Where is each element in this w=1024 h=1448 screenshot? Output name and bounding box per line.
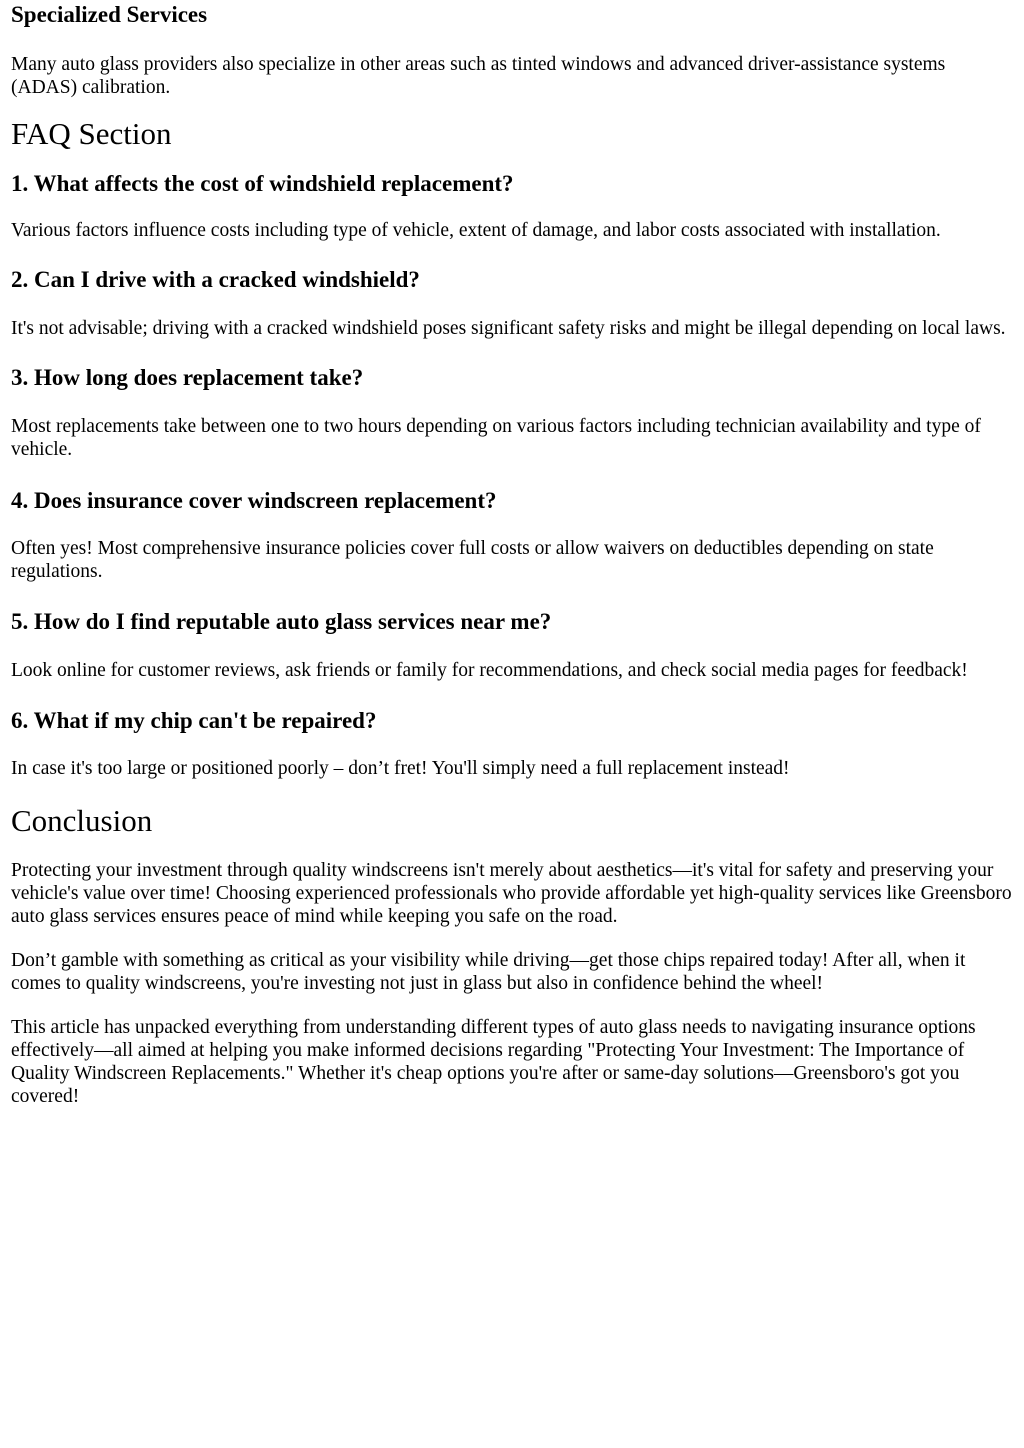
article-body (0, 2, 1024, 1108)
faq-answer: Most replacements take between one to two hours depending on various factors including technician availability and type of vehicle. (11, 416, 981, 460)
conclusion-paragraph: Don’t gamble with something as critical as your visibility while driving—get those chips repaired today! After all, when it comes to quality windscreens, you're investing not just in glass but also in confidence behind the wheel! (11, 950, 966, 994)
section-heading-conclusion: Conclusion (11, 803, 153, 838)
faq-question: 6. What if my chip can't be repaired? (11, 708, 377, 733)
section-heading-specialized-services: Specialized Services (11, 2, 208, 27)
section-heading-faq: FAQ Section (11, 116, 172, 151)
faq-answer: Often yes! Most comprehensive insurance policies cover full costs or allow waivers on deductibles depending on state regulations. (11, 538, 934, 582)
conclusion-paragraph: This article has unpacked everything from understanding different types of auto glass needs to navigating insurance options effectively—all aimed at helping you make informed decisions regarding "Protecting Your Investment: The Importance of Quality Windscreen Replacements." Whether it's cheap options you're after or same-day solutions—Greensboro's got you covered! (11, 1017, 976, 1107)
specialized-services-paragraph: Many auto glass providers also specialize in other areas such as tinted windows and advanced driver-assistance systems (ADAS) calibration. (11, 54, 946, 98)
conclusion-paragraph: Protecting your investment through quality windscreens isn't merely about aesthetics—it's vital for safety and preserving your vehicle's value over time! Choosing experienced professionals who provide affordable yet high-quality services like Greensboro auto glass services ensures peace of mind while keeping you safe on the road. (11, 860, 1012, 927)
faq-answer: Look online for customer reviews, ask friends or family for recommendations, and check social media pages for feedback! (11, 660, 968, 681)
faq-answer: Various factors influence costs including type of vehicle, extent of damage, and labor costs associated with installation. (11, 220, 941, 241)
faq-answer: It's not advisable; driving with a cracked windshield poses significant safety risks and might be illegal depending on local laws. (11, 318, 1006, 339)
faq-question: 4. Does insurance cover windscreen replacement? (11, 488, 497, 513)
faq-question: 3. How long does replacement take? (11, 365, 364, 390)
faq-question: 1. What affects the cost of windshield replacement? (11, 171, 514, 196)
faq-question: 5. How do I find reputable auto glass services near me? (11, 609, 552, 634)
faq-question: 2. Can I drive with a cracked windshield? (11, 267, 420, 292)
faq-answer: In case it's too large or positioned poorly – don’t fret! You'll simply need a full replacement instead! (11, 758, 790, 779)
